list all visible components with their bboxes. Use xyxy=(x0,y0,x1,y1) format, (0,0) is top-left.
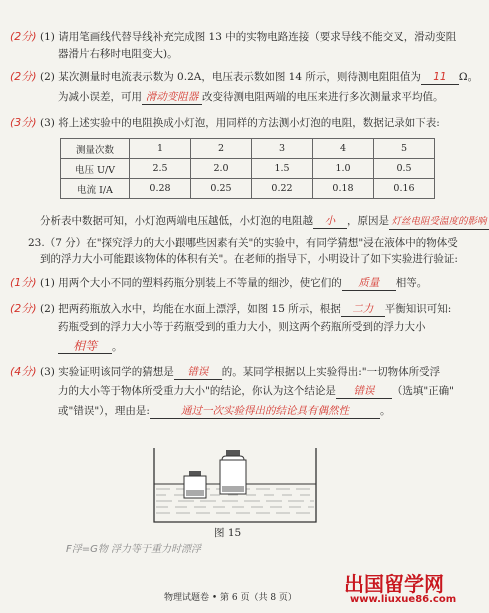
question-text: 到的浮力大小可能跟该物体的体积有关"。在老师的指导下，小明设计了如下实验进行验证: xyxy=(40,253,458,265)
question-text: (1) 请用笔画线代替导线补充完成图 13 中的实物电路连接（要求导线不能交叉，滑动变阻 xyxy=(40,31,457,43)
table-cell: 0.18 xyxy=(313,179,374,199)
answer-blank[interactable]: 二力 xyxy=(341,302,385,317)
large-bottle-icon xyxy=(220,450,246,494)
table-cell: 2.5 xyxy=(130,159,191,179)
score-mark: (2分) xyxy=(10,30,37,43)
question-text: (1) 用两个大小不同的塑料药瓶分别装上不等量的细沙，使它们的 xyxy=(40,277,342,289)
question-text: 的。某同学根据以上实验得出:"一切物体所受浮 xyxy=(221,366,441,378)
question-text: (3) 将上述实验中的电阻换成小灯泡，用同样的方法测小灯泡的电阻，数据记录如下表: xyxy=(40,117,440,129)
table-cell: 2.0 xyxy=(191,159,252,179)
table-cell: 电压 U/V xyxy=(61,159,130,179)
answer-blank[interactable]: 小 xyxy=(313,214,347,229)
answer-blank[interactable]: 相等 xyxy=(58,339,112,354)
scribble-note: F浮=G物 浮力等于重力时漂浮 xyxy=(66,544,202,555)
answer-blank[interactable]: 错误 xyxy=(336,384,392,399)
question-text: 23.（7 分）在"探究浮力的大小跟哪些因素有关"的实验中，有同学猜想"浸在液体中的物体受 xyxy=(28,237,458,249)
table-cell: 0.5 xyxy=(374,159,435,179)
table-cell: 1 xyxy=(130,139,191,159)
question-text: 改变待测电阻两端的电压来进行多次测量求平均值。 xyxy=(202,91,444,103)
table-cell: 0.22 xyxy=(252,179,313,199)
answer-blank[interactable]: 11 xyxy=(421,70,459,85)
score-mark: (4分) xyxy=(10,365,37,378)
table-cell: 测量次数 xyxy=(61,139,130,159)
figure-15-beaker xyxy=(150,446,320,524)
question-line xyxy=(58,90,444,105)
table-cell: 0.28 xyxy=(130,179,191,199)
question-text: ，原因是 xyxy=(347,215,389,227)
question-line xyxy=(40,70,478,85)
table-row xyxy=(61,159,435,179)
question-text: 器滑片右移时电阻变大)。 xyxy=(58,48,178,60)
question-text: 药瓶受到的浮力大小等于药瓶受到的重力大小，则这两个药瓶所受到的浮力大小 xyxy=(58,321,426,333)
answer-blank[interactable]: 错误 xyxy=(174,365,222,380)
table-cell: 0.25 xyxy=(191,179,252,199)
table-cell: 2 xyxy=(191,139,252,159)
answer-blank[interactable]: 通过一次实验得出的结论具有偶然性 xyxy=(150,404,380,419)
question-text: (2) 把两药瓶放入水中，均能在水面上漂浮，如图 15 所示，根据 xyxy=(40,303,341,315)
answer-blank[interactable]: 滑动变阻器 xyxy=(142,90,202,105)
table-cell: 1.0 xyxy=(313,159,374,179)
score-mark: (2分) xyxy=(10,70,37,83)
question-text: 或"错误"），理由是: xyxy=(58,405,150,417)
question-text: 相等。 xyxy=(395,277,428,289)
table-cell: 电流 I/A xyxy=(61,179,130,199)
question-text: 。 xyxy=(112,341,123,353)
score-mark: (3分) xyxy=(10,116,37,129)
question-text: （选填"正确" xyxy=(391,385,455,397)
table-cell: 0.16 xyxy=(374,179,435,199)
question-line xyxy=(40,302,451,317)
question-line xyxy=(40,276,427,291)
question-text: 分析表中数据可知，小灯泡两端电压越低，小灯泡的电阻越 xyxy=(40,215,313,227)
question-line xyxy=(58,384,454,399)
question-text: 平衡知识可知: xyxy=(384,303,452,315)
watermark-logo: 出国留学网 xyxy=(344,572,444,596)
question-text: 力的大小等于物体所受重力大小"的结论，你认为这个结论是 xyxy=(58,385,336,397)
question-line xyxy=(58,404,390,419)
data-table xyxy=(60,138,435,199)
table-cell: 5 xyxy=(374,139,435,159)
score-mark: (1分) xyxy=(10,276,37,289)
question-line xyxy=(58,339,123,354)
answer-blank[interactable]: 质量 xyxy=(342,276,396,291)
question-line xyxy=(40,365,440,380)
table-cell: 3 xyxy=(252,139,313,159)
table-row xyxy=(61,139,435,159)
table-cell: 1.5 xyxy=(252,159,313,179)
question-line xyxy=(40,214,489,230)
figure-caption: 图 15 xyxy=(214,527,242,539)
question-text: 为减小误差，可用 xyxy=(58,91,142,103)
score-mark: (2分) xyxy=(10,302,37,315)
answer-blank[interactable]: 灯丝电阻受温度的影响 xyxy=(389,215,489,230)
unit-text: Ω。 xyxy=(458,71,479,83)
question-text: (2) 某次测量时电流表示数为 0.2A，电压表示数如图 14 所示，则待测电阻阻值为 xyxy=(40,71,421,83)
question-text: 。 xyxy=(379,405,391,417)
watermark-url: www.liuxue86.com xyxy=(350,594,457,605)
small-bottle-icon xyxy=(184,471,206,498)
table-row xyxy=(61,179,435,199)
table-cell: 4 xyxy=(313,139,374,159)
page-footer: 物理试题卷 • 第 6 页（共 8 页） xyxy=(164,593,297,603)
question-text: (3) 实验证明该同学的猜想是 xyxy=(40,366,174,378)
